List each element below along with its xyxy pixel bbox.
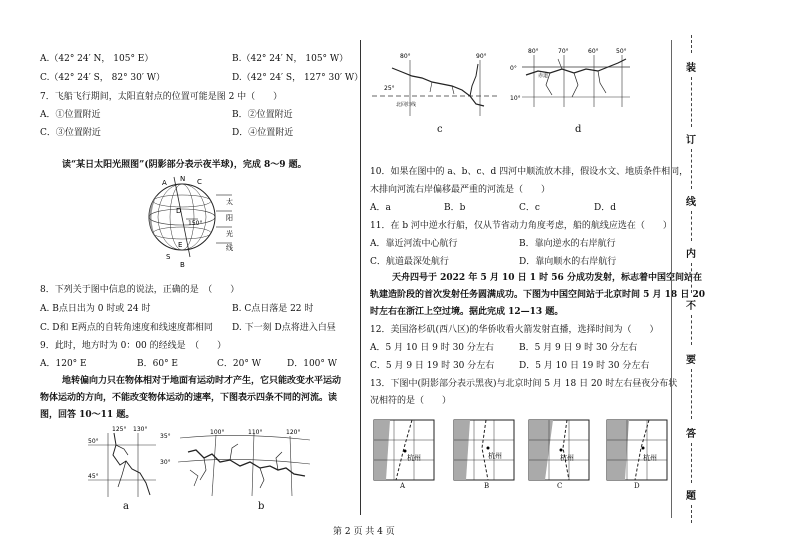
q12-stem: 12．美国洛杉矶(西八区)的华侨收看火箭发射直播，选择时间为（ ） [370, 325, 659, 335]
binding-char-6: 要 [686, 355, 696, 366]
map-b-lon-3: 110° [248, 429, 263, 436]
q8-option-c: C. D和 E两点的自转角速度和线速度都相同 [40, 323, 213, 333]
q10-option-b: B．b [444, 203, 466, 213]
q10-option-c: C．c [519, 203, 540, 213]
binding-dash [691, 211, 692, 241]
sunlight-globe-diagram [140, 175, 250, 270]
map-b-lat-1: 30° [160, 459, 171, 466]
map-a-caption: a [123, 501, 129, 512]
q7-stem: 7．飞船飞行期间，太阳直射点的位置可能是图 2 中（ ） [40, 92, 283, 102]
binding-dash [691, 77, 692, 127]
intro-8-9: 读“某日太阳光照图”(阴影部分表示夜半球)，完成 8～9 题。 [62, 160, 307, 170]
river-map-c [372, 48, 502, 118]
q12-option-a: A．5 月 10 日 9 时 30 分左右 [370, 343, 494, 353]
map-b-caption: b [258, 501, 265, 512]
q10-option-d: D．d [594, 203, 616, 213]
q10-option-a: A．a [370, 203, 391, 213]
map-a-lon-1: 125° [112, 426, 127, 433]
map-a-lat-1: 50° [88, 438, 99, 445]
map-d-lon-4: 50° [616, 48, 627, 55]
binding-char-7: 答 [686, 429, 696, 440]
map-c-lon-1: 80° [400, 53, 411, 60]
binding-char-4: 内 [686, 249, 696, 260]
q11-option-d: D．靠向顺水的右岸航行 [519, 257, 617, 267]
binding-margin [682, 35, 704, 525]
q7-option-a: A．①位置附近 [40, 110, 101, 120]
q6-option-a: A.（42° 24′ N， 105° E） [40, 54, 154, 64]
column-divider [360, 40, 361, 515]
globe-label-150: 150° [188, 220, 203, 227]
map-panel-a [372, 418, 438, 484]
map-b-lon-4: 120° [286, 429, 301, 436]
q13-stem-line-2: 况相符的是（ ） [370, 396, 452, 406]
q7-option-d: D．④位置附近 [232, 128, 294, 138]
right-margin-rule [671, 40, 672, 518]
q12-option-c: C．5 月 9 日 19 时 30 分左右 [370, 361, 495, 371]
q6-option-d: D.（42° 24′ S， 127° 30′ W） [232, 73, 364, 83]
q8-stem: 8．下列关于图中信息的说法，正确的是 （ ） [40, 285, 240, 295]
q9-stem: 9．此时，地方时为 0：00 的经线是 （ ） [40, 341, 227, 351]
globe-label-d: D [176, 207, 182, 215]
binding-char-8: 题 [686, 491, 696, 502]
q7-option-b: B．②位置附近 [232, 110, 293, 120]
panel-b-city: 杭州 [488, 452, 502, 460]
binding-dash [691, 505, 692, 523]
binding-dash [691, 149, 692, 189]
map-d-line-label: 赤道 [538, 73, 549, 79]
map-b-lon-1: 35° [160, 433, 171, 440]
q6-option-b: B.（42° 24′ N， 105° W） [232, 54, 349, 64]
panel-c-city: 杭州 [560, 454, 574, 462]
q9-option-d: D．100° W [287, 359, 338, 369]
river-map-b [160, 430, 320, 500]
q8-option-d: D. 下一刻 D点将进入白昼 [232, 323, 336, 333]
q9-option-c: C．20° W [217, 359, 261, 369]
map-a-lat-2: 45° [88, 473, 99, 480]
panel-b-caption: B [484, 482, 490, 490]
map-c-lat-1: 25° [384, 85, 395, 92]
map-c-line-label: 北回归线 [396, 102, 417, 108]
sunlight-text-4: 线 [226, 244, 233, 252]
map-panel-c [527, 418, 593, 484]
q6-option-c: C.（42° 24′ S， 82° 30′ W） [40, 73, 166, 83]
globe-label-c: C [197, 178, 202, 186]
binding-char-1: 装 [686, 63, 696, 74]
map-d-lon-1: 80° [528, 48, 539, 55]
q9-option-a: A．120° E [40, 359, 87, 369]
river-map-a [88, 425, 168, 500]
map-d-lon-3: 60° [588, 48, 599, 55]
q10-stem-line-2: 木排向河流右岸偏移最严重的河流是（ ） [370, 185, 551, 195]
intro-10-11-line-2: 物体运动的方向，不能改变物体运动的速率，下图表示四条不同的河流。读 [40, 393, 338, 403]
map-d-caption: d [575, 124, 582, 135]
q9-option-b: B．60° E [137, 359, 178, 369]
panel-d-caption: D [634, 482, 640, 490]
panel-d-city: 杭州 [643, 454, 657, 462]
sunlight-text-1: 太 [226, 198, 233, 206]
intro-10-11-line-3: 图，回答 10～11 题。 [40, 410, 135, 420]
map-d-lat-2: 10° [510, 95, 521, 102]
sunlight-text-3: 光 [226, 230, 233, 238]
river-map-d [508, 45, 638, 115]
globe-label-a: A [162, 179, 167, 187]
globe-label-n: N [180, 175, 186, 183]
q11-option-b: B．靠向逆水的右岸航行 [519, 239, 616, 249]
binding-dash [691, 315, 692, 345]
binding-char-5: 不 [686, 301, 696, 312]
map-panel-b [452, 418, 518, 484]
binding-dash [691, 369, 692, 419]
page-footer: 第 2 页 共 4 页 [333, 527, 395, 537]
q12-option-b: B．5 月 9 日 9 时 30 分左右 [519, 343, 638, 353]
globe-label-e: E [178, 241, 183, 249]
q10-stem-line-1: 10．如果在图中的 a、b、c、d 四河中顺流放木排，假设水文、地质条件相同， [370, 167, 689, 177]
map-a-lon-2: 130° [133, 426, 148, 433]
map-c-lon-2: 90° [476, 53, 487, 60]
q11-option-a: A．靠近河流中心航行 [370, 239, 458, 249]
binding-dash [691, 263, 692, 293]
map-b-lon-2: 100° [210, 429, 225, 436]
intro-12-13-line-1: 天舟四号于 2022 年 5 月 10 日 1 时 56 分成功发射，标志着中国空间站在 [392, 273, 702, 283]
panel-a-city: 杭州 [407, 454, 421, 462]
map-panel-d [605, 418, 671, 484]
intro-12-13-line-3: 时左右在浙江上空过境。据此完成 12—13 题。 [370, 307, 564, 317]
q8-option-b: B. C点日落是 22 时 [232, 304, 314, 314]
q12-option-d: D．5 月 10 日 19 时 30 分左右 [519, 361, 650, 371]
map-c-caption: c [437, 124, 443, 135]
q8-option-a: A. B点日出为 0 时或 24 时 [40, 304, 151, 314]
binding-dash [691, 35, 692, 53]
q11-option-c: C．航道最深处航行 [370, 257, 449, 267]
q11-stem: 11．在 b 河中逆水行船，仅从节省动力角度考虑，船的航线应选在（ ） [370, 221, 672, 231]
q7-option-c: C．③位置附近 [40, 128, 101, 138]
panel-a-caption: A [400, 482, 406, 490]
map-d-lat-1: 0° [510, 65, 517, 72]
binding-dash [691, 443, 692, 483]
binding-char-2: 订 [686, 135, 696, 146]
intro-12-13-line-2: 轨建造阶段的首次发射任务圆满成功。下图为中国空间站于北京时间 5 月 18 日 20 [370, 290, 705, 300]
globe-label-s: S [166, 253, 171, 261]
map-d-lon-2: 70° [558, 48, 569, 55]
binding-char-3: 线 [686, 197, 696, 208]
sunlight-text-2: 阳 [226, 214, 233, 222]
panel-c-caption: C [557, 482, 563, 490]
intro-10-11-line-1: 地转偏向力只在物体相对于地面有运动时才产生，它只能改变水平运动 [62, 376, 342, 386]
globe-label-b: B [180, 261, 185, 269]
q13-stem-line-1: 13．下图中(阴影部分表示黑夜)与北京时间 5 月 18 日 20 时左右昼夜分布状 [370, 379, 678, 389]
